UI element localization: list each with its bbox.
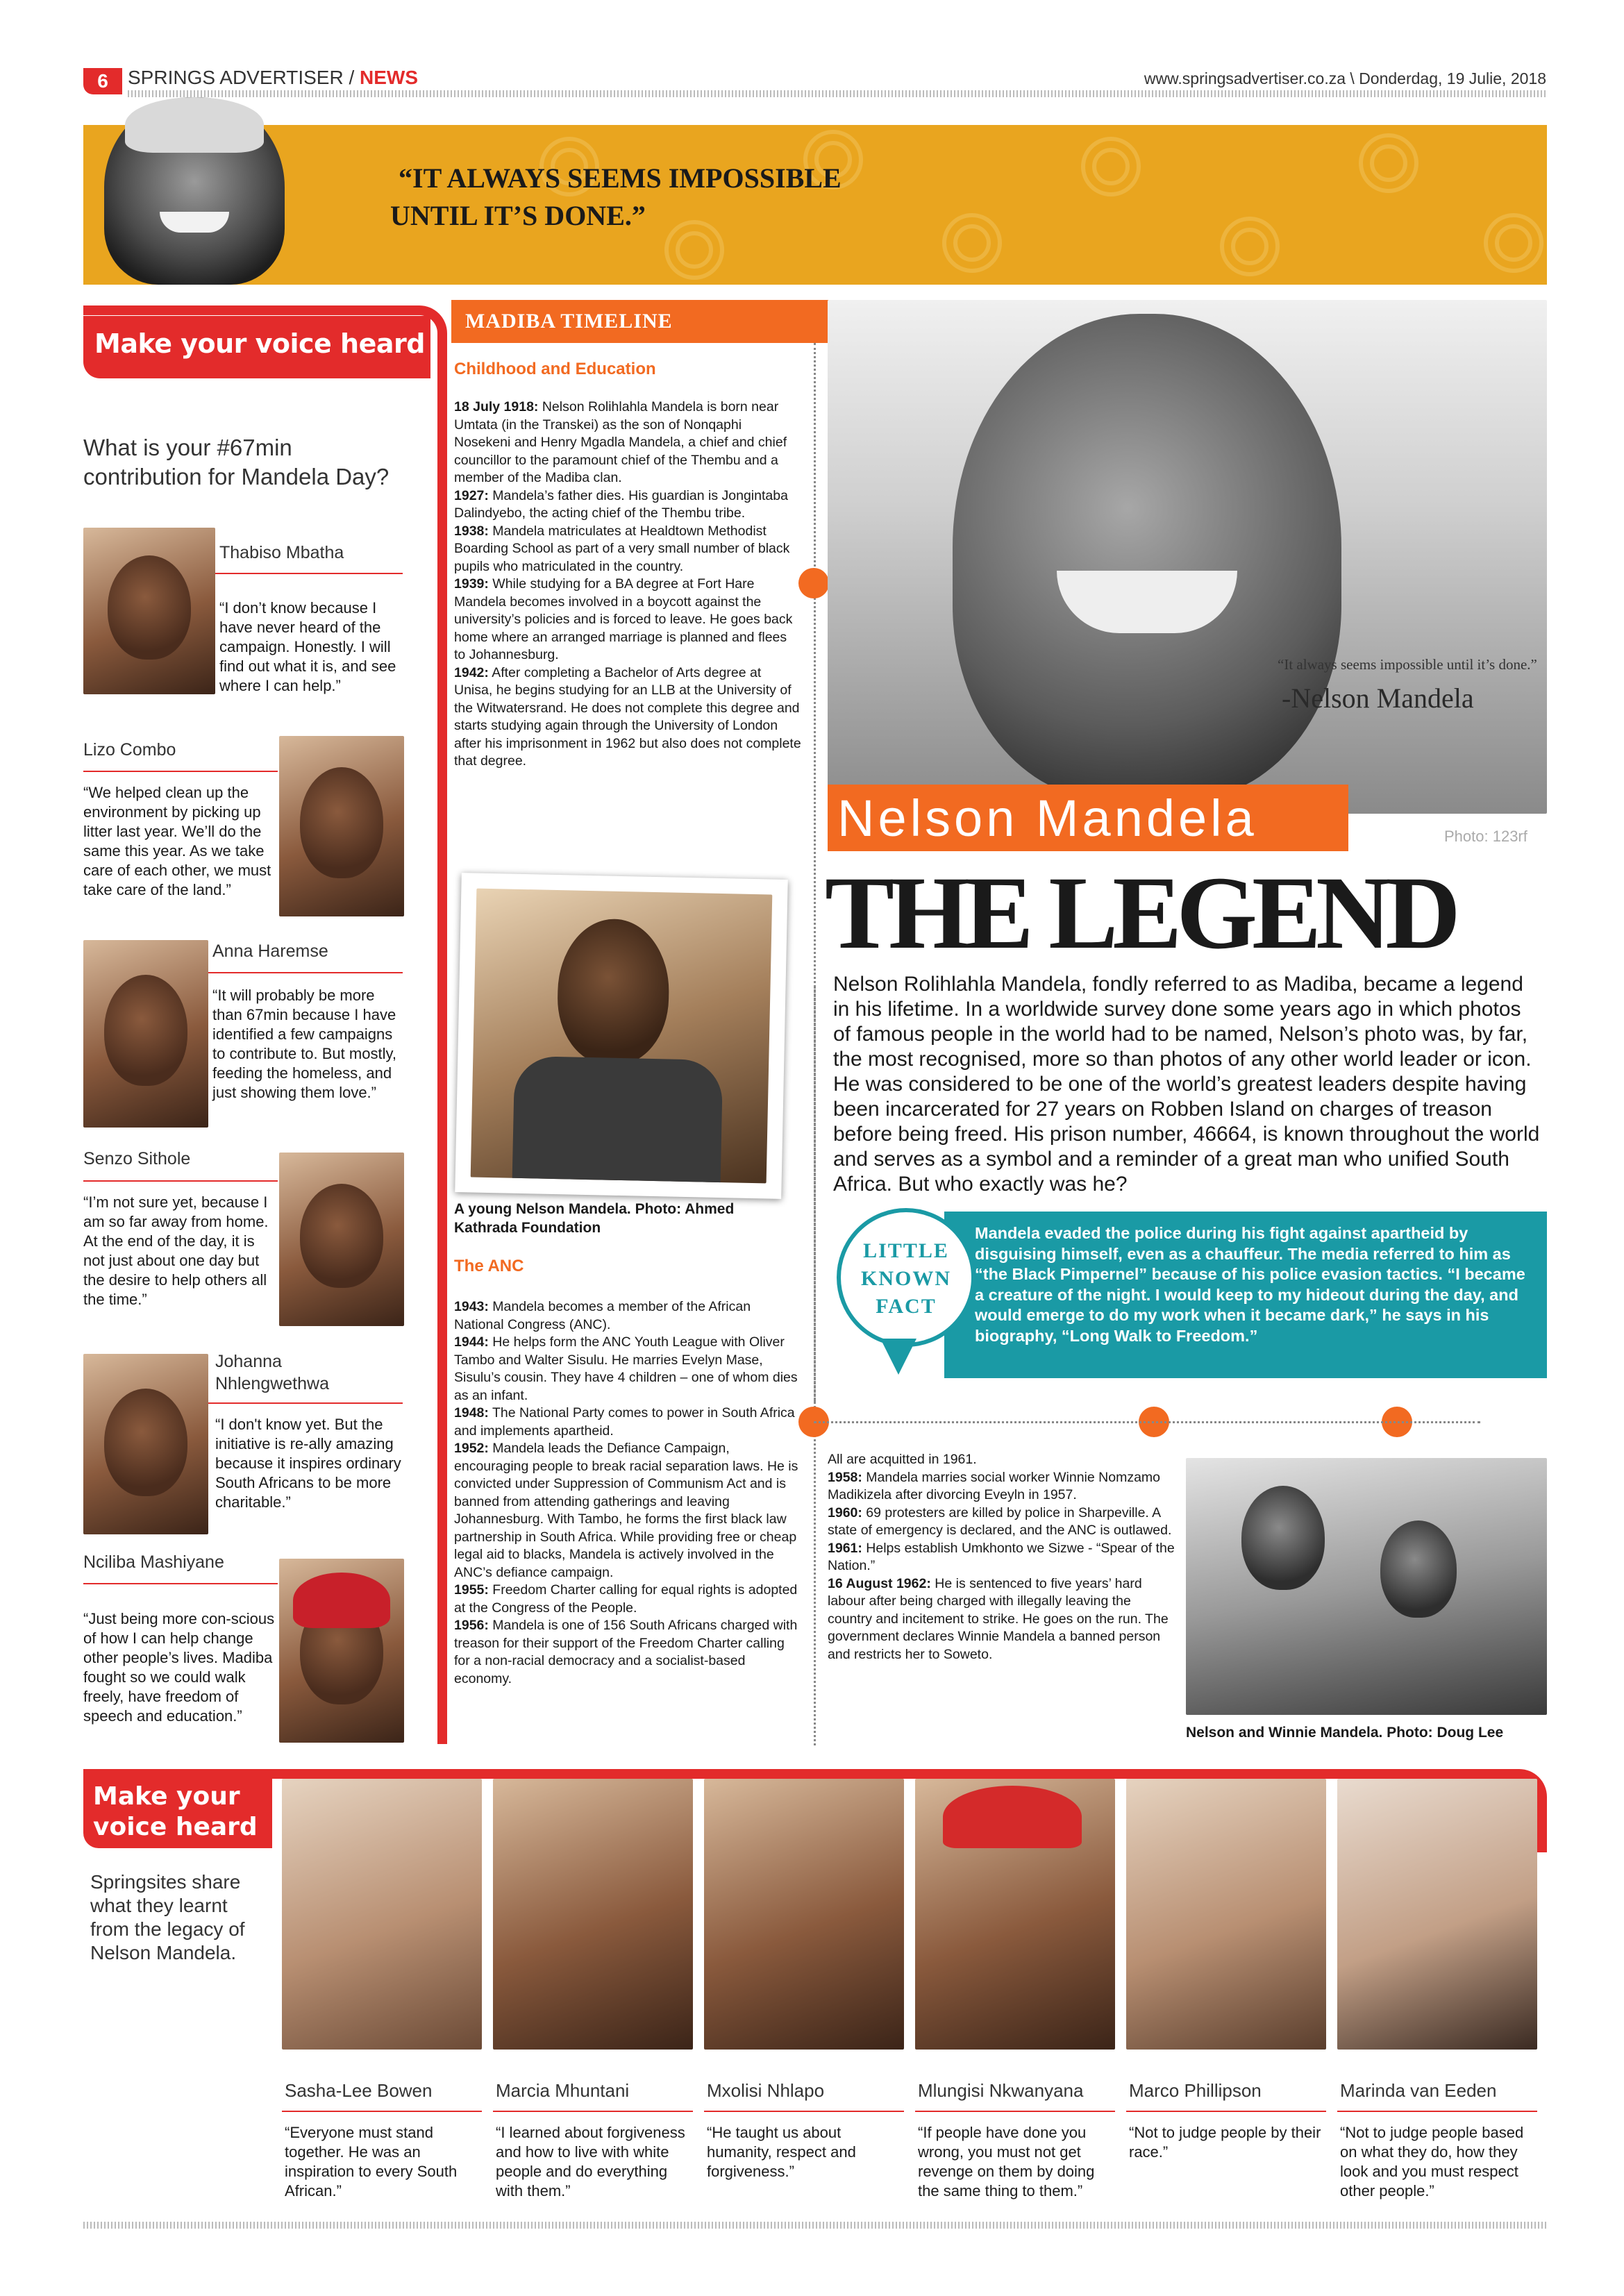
timeline-entry: 1943: Mandela becomes a member of the African National Congress (ANC). [454, 1299, 751, 1332]
bottom-intro: Springsites share what they learnt from the legacy of Nelson Mandela. [90, 1871, 245, 1963]
mandela-portrait-cutout [104, 97, 285, 285]
timeline-title-box [451, 300, 857, 343]
johanna-name: Johanna Nhlengwethwa [215, 1352, 329, 1393]
website: www.springsadvertiser.co.za [1144, 69, 1346, 87]
timeline-entry: 1948: The National Party comes to power in South Africa and implements apartheid. [454, 1405, 795, 1439]
timeline-entry: 1955: Freedom Charter calling for equal rights is adopted at the Congress of the People. [454, 1582, 798, 1616]
mlungisi-quote: “If people have done you wrong, you must not get revenge on them by doing the same thing to them.” [918, 2124, 1095, 2199]
marco-rule [1126, 2111, 1326, 2112]
timeline-entry: 1960: 69 protesters are killed by police in Sharpeville. A state of emergency is declared, and the ANC is outlawed. [828, 1505, 1172, 1538]
anna-photo [83, 940, 208, 1128]
footer-rule [83, 2222, 1547, 2229]
voice-question: What is your #67min contribution for Mandela Day? [83, 435, 390, 489]
young-mandela-caption: A young Nelson Mandela. Photo: Ahmed Kathrada Foundation [454, 1201, 735, 1236]
timeline-entry: 1952: Mandela leads the Defiance Campaign, encouraging people to break racial separation laws. He is convicted under Suppression of Communism Act and is banned from attending gatherings and leaving Johannesburg. With Tambo, he forms the first black law partnership in South Africa. While providing free or cheap legal aid to blacks, Mandela is actively involved in the ANC’s defiance campaign. [454, 1441, 798, 1580]
timeline-entry: 1961: Helps establish Umkhonto we Sizwe - “Spear of the Nation.” [828, 1540, 1175, 1573]
fact-label-line: LITTLE [863, 1239, 949, 1262]
marco-name: Marco Phillipson [1129, 2080, 1262, 2101]
sasha-quote: “Everyone must stand together. He was an inspiration to every South African.” [285, 2124, 458, 2199]
timeline-entry: 18 July 1918: Nelson Rolihlahla Mandela is born near Umtata (in the Transkei) as the son of Nonqaphi Nosekeni and Henry Mgadla Mandela, a chief and chief councillor to the paramount chief of the Thembu and a member of the Madiba clan. [454, 399, 787, 485]
mxolisi-rule [704, 2111, 904, 2112]
lizo-quote: “We helped clean up the environment by picking up litter last year. We’ll do the same this year. As we take care of each other, we must take care of the land.” [83, 784, 271, 898]
timeline-continued [828, 1451, 1175, 1664]
section-name: NEWS [360, 67, 419, 88]
childhood-heading: Childhood and Education [454, 360, 656, 378]
bottom-title-line: voice heard [93, 1813, 258, 1841]
anc-heading: The ANC [454, 1257, 524, 1275]
date: Donderdag, 19 Julie, 2018 [1359, 69, 1546, 87]
thabiso-quote: “I don’t know because I have never heard of the campaign. Honestly. I will find out what it is, and see where I can help.” [219, 599, 396, 694]
anc-entries [454, 1298, 801, 1688]
senzo-rule [83, 1180, 278, 1182]
banner-quote [390, 160, 842, 235]
mlungisi-name: Mlungisi Nkwanyana [918, 2080, 1084, 2101]
timeline-entry: 1958: Mandela marries social worker Winnie Nomzamo Madikizela after divorcing Eveyln in 1957. [828, 1469, 1161, 1502]
mural-face [953, 314, 1341, 800]
fact-label-line: FACT [876, 1295, 937, 1318]
anna-name: Anna Haremse [212, 941, 328, 961]
mural-signature: -Nelson Mandela [1282, 682, 1474, 714]
senzo-quote: “I’m not sure yet, because I am so far away from home. At the end of the day, it is not just about one day but the desire to help others all the time.” [83, 1193, 269, 1308]
senzo-name: Senzo Sithole [83, 1149, 191, 1168]
timeline-horizontal-dotted [814, 1421, 1480, 1423]
mxolisi-photo [704, 1779, 904, 2050]
fact-bubble-tail [880, 1339, 916, 1375]
kicker: Nelson Mandela [837, 789, 1257, 847]
timeline-entry: 1938: Mandela matriculates at Healdtown Methodist Boarding School as part of a very small number of black pupils who matriculated in the country. [454, 523, 790, 574]
timeline-entry: 1939: While studying for a BA degree at Fort Hare Mandela becomes involved in a boycott against the university’s policies and is forced to leave. He goes back home where an arranged marriage is planned and flees to Johannesburg. [454, 576, 793, 662]
young-mandela-frame [455, 873, 788, 1199]
voice-title: Make your voice heard [94, 328, 425, 359]
banner-quote-line1: “IT ALWAYS SEEMS IMPOSSIBLE [399, 162, 842, 194]
timeline-entry: 1927: Mandela’s father dies. His guardian is Jongintaba Dalindyebo, the acting chief of the Thembu tribe. [454, 487, 788, 521]
winnie-photo [1186, 1458, 1547, 1715]
timeline-entry: 16 August 1962: He is sentenced to five years’ hard labour after being charged with illegally leaving the country and incitement to strike. He goes on the run. The government declares Winnie Mandela a banned person and restricts her to Soweto. [828, 1575, 1169, 1662]
fact-label-line: KNOWN [861, 1267, 951, 1290]
nciliba-quote: “Just being more con-scious of how I can help change other people’s lives. Madiba fought so we could walk freely, have freedom of speech and education.” [83, 1610, 275, 1725]
marcia-rule [493, 2111, 693, 2112]
mandela-mural-photo [828, 300, 1547, 814]
young-mandela-photo [471, 889, 773, 1184]
bottom-title-line: Make your [93, 1782, 240, 1811]
marinda-name: Marinda van Eeden [1340, 2080, 1497, 2101]
masthead-rule [128, 90, 1547, 97]
johanna-photo [83, 1354, 208, 1534]
anna-rule [208, 972, 403, 973]
kicker-box [828, 785, 1348, 851]
timeline-entry: 1944: He helps form the ANC Youth League with Oliver Tambo and Walter Sisulu. He marries Evelyn Mase, Sisulu’s cousin. They have 4 children – one of whom dies as an infant. [454, 1334, 798, 1403]
johanna-rule [208, 1402, 403, 1404]
marcia-name: Marcia Mhuntani [496, 2080, 630, 2101]
mxolisi-quote: “He taught us about humanity, respect and forgiveness.” [707, 2124, 856, 2180]
marco-photo [1126, 1779, 1326, 2050]
mlungisi-rule [915, 2111, 1115, 2112]
sasha-name: Sasha-Lee Bowen [285, 2080, 433, 2101]
bottom-title-box [83, 1777, 272, 1848]
sasha-photo [282, 1779, 482, 2050]
johanna-quote: “I don't know yet. But the initiative is re-ally amazing because it inspires ordinary South Africans to be more charitable.” [215, 1416, 401, 1511]
masthead-left: SPRINGS ADVERTISER / NEWS [128, 67, 419, 88]
nciliba-rule [83, 1583, 278, 1584]
marco-quote: “Not to judge people by their race.” [1129, 2124, 1321, 2161]
voice-title-box [83, 316, 430, 378]
photo-credit: Photo: 123rf [1444, 828, 1527, 845]
feature-left-dotted [814, 986, 816, 1402]
mural-quote: “It always seems impossible until it’s done.” [1278, 656, 1537, 673]
timeline-title: MADIBA TIMELINE [465, 310, 673, 333]
paper-name: SPRINGS ADVERTISER [128, 67, 344, 88]
masthead-right: www.springsadvertiser.co.za \ Donderdag, 19 Julie, 2018 [1144, 69, 1546, 87]
marcia-quote: “I learned about forgiveness and how to live with white people and do everything with them.” [496, 2124, 685, 2199]
fact-label [841, 1237, 971, 1321]
marcia-photo [493, 1779, 693, 2050]
marinda-rule [1337, 2111, 1537, 2112]
mxolisi-name: Mxolisi Nhlapo [707, 2080, 825, 2101]
winnie-caption: Nelson and Winnie Mandela. Photo: Doug Lee [1186, 1725, 1504, 1741]
lizo-rule [83, 771, 278, 772]
lizo-name: Lizo Combo [83, 740, 176, 760]
thabiso-rule [215, 573, 403, 574]
marinda-quote: “Not to judge people based on what they do, how they look and you must respect other people.” [1340, 2124, 1524, 2199]
senzo-photo [279, 1153, 404, 1326]
nciliba-name: Nciliba Mashiyane [83, 1552, 224, 1572]
feature-intro: Nelson Rolihlahla Mandela, fondly referred to as Madiba, became a legend in his lifetime. In a worldwide survey done some years ago in which photos of famous people in the world had to be named, Nelson’s photo was, by far, the most recognised, more so than photos of any other world leader or icon. He was considered to be one of the world’s greatest leaders despite having been incarcerated for 27 years on Robben Island on charges of treason before being freed. His prison number, 46664, is known throughout the world and serves as a symbol and a reminder of a great man who unified South Africa. But who exactly was he? [833, 973, 1540, 1196]
timeline-lead: All are acquitted in 1961. [828, 1452, 977, 1467]
page-number-badge: 6 [83, 68, 122, 94]
bottom-title [83, 1777, 272, 1843]
thabiso-name: Thabiso Mbatha [219, 543, 344, 562]
mlungisi-photo [915, 1779, 1115, 2050]
banner-quote-line2: UNTIL IT’S DONE.” [390, 200, 646, 231]
timeline-dot [798, 568, 829, 598]
childhood-entries [454, 399, 801, 771]
marinda-photo [1337, 1779, 1537, 2050]
sasha-rule [282, 2111, 482, 2112]
portrait-smile [160, 212, 229, 233]
portrait-hair [125, 97, 264, 153]
nciliba-photo [279, 1559, 404, 1743]
anna-quote: “It will probably be more than 67min because I have identified a few campaigns to contribute to. But mostly, feeding the homeless, and just showing them love.” [212, 987, 396, 1101]
thabiso-photo [83, 528, 215, 694]
timeline-entry: 1942: After completing a Bachelor of Arts degree at Unisa, he begins studying for an LLB at the University of the Witwatersrand. He does not complete this degree and starts studying again through the University of London after his imprisonment in 1962 but also does not complete that degree. [454, 664, 801, 769]
headline: THE LEGEND [825, 855, 1455, 971]
timeline-entry: 1956: Mandela is one of 156 South Africans charged with treason for their support of the Freedom Charter calling for a non-racial democracy and a socialist-based economy. [454, 1618, 798, 1686]
fact-text: Mandela evaded the police during his fight against apartheid by disguising himself, even as a chauffeur. The media referred to him as “the Black Pimpernel” because of his police evasion tactics. “I became a creature of the night. I would keep to my hideout during the day, and would emerge to do my work when it became dark,” he says in his biography, “Long Walk to Freedom.” [975, 1224, 1525, 1345]
lizo-photo [279, 736, 404, 916]
